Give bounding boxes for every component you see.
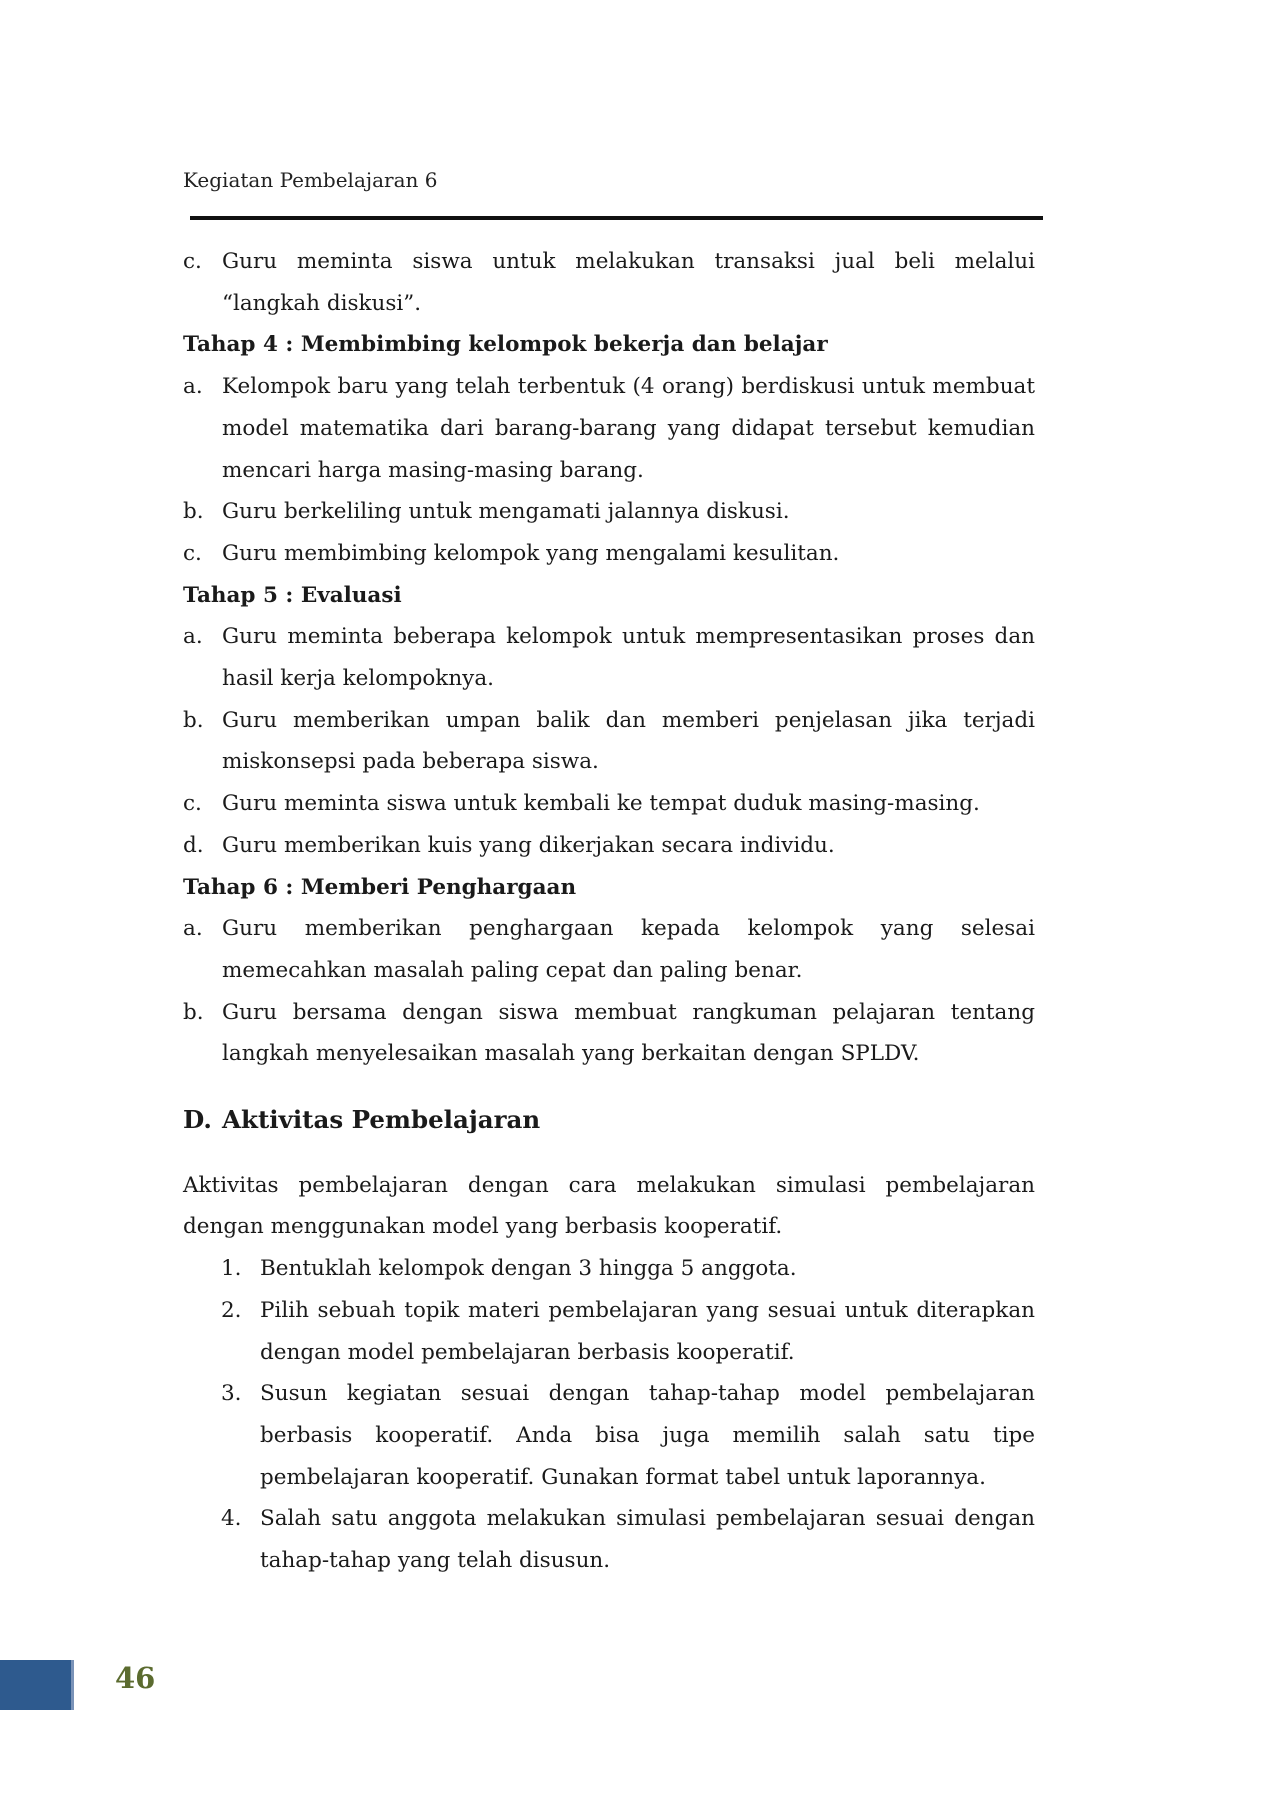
numbered-item-text: Bentuklah kelompok dengan 3 hingga 5 anggota. — [260, 1256, 797, 1282]
list-item-label: a. — [183, 374, 203, 400]
list-item-label: b. — [183, 999, 204, 1025]
list-item-text: Guru memberikan penghargaan kepada kelompok yang selesai memecahkan masalah paling cepat dan paling benar. — [222, 916, 1035, 983]
numbered-item — [183, 1290, 1035, 1373]
header-rule — [190, 216, 1043, 220]
list-item — [183, 241, 1035, 324]
list-item-text: Guru memberikan kuis yang dikerjakan secara individu. — [222, 832, 835, 858]
list-item — [183, 908, 1035, 991]
numbered-item — [183, 1248, 1035, 1290]
list-item — [183, 491, 1035, 533]
list-item-text: Guru membimbing kelompok yang mengalami kesulitan. — [222, 540, 840, 566]
list-item — [183, 616, 1035, 699]
numbered-item-label: 3. — [221, 1381, 242, 1407]
list-item-label: c. — [183, 249, 202, 274]
numbered-item-text: Susun kegiatan sesuai dengan tahap-tahap model pembelajaran berbasis kooperatif. Anda bisa juga memilih salah satu tipe pembelajaran kooperatif. Gunakan format tabel untuk laporannya. — [260, 1381, 1035, 1490]
list-item — [183, 825, 1035, 867]
list-item-label: b. — [183, 499, 204, 525]
stage-heading: Tahap 4 : Membimbing kelompok bekerja dan belajar — [183, 332, 828, 358]
list-item-label: a. — [183, 916, 203, 942]
list-item — [183, 700, 1035, 783]
section-heading — [183, 1099, 1035, 1141]
numbered-item — [183, 1373, 1035, 1498]
numbered-item-label: 4. — [221, 1506, 242, 1532]
numbered-item-text: Pilih sebuah topik materi pembelajaran yang sesuai untuk diterapkan dengan model pembelajaran berbasis kooperatif. — [260, 1297, 1035, 1365]
numbered-item — [183, 1498, 1035, 1581]
stage-heading: Tahap 5 : Evaluasi — [183, 582, 402, 608]
numbered-item-label: 2. — [221, 1297, 242, 1323]
list-item-text: Guru meminta siswa untuk melakukan transaksi jual beli melalui “langkah diskusi”. — [222, 249, 1035, 316]
list-item-text: Guru bersama dengan siswa membuat rangkuman pelajaran tentang langkah menyelesaikan masalah yang berkaitan dengan SPLDV. — [222, 999, 1035, 1067]
section-title: Aktivitas Pembelajaran — [222, 1105, 541, 1135]
stage-heading: Tahap 6 : Memberi Penghargaan — [183, 874, 577, 900]
numbered-item-label: 1. — [221, 1256, 242, 1282]
numbered-item-text: Salah satu anggota melakukan simulasi pembelajaran sesuai dengan tahap-tahap yang telah disusun. — [260, 1506, 1035, 1574]
footer-color-bar — [0, 1660, 74, 1710]
section-intro: Aktivitas pembelajaran dengan cara melakukan simulasi pembelajaran dengan menggunakan model yang berbasis kooperatif. — [183, 1172, 1035, 1240]
list-item — [183, 366, 1035, 491]
section-number: D. — [183, 1105, 212, 1135]
list-item-label: d. — [183, 832, 204, 858]
list-item — [183, 992, 1035, 1075]
page-content — [183, 241, 1035, 1582]
list-item — [183, 783, 1035, 825]
list-item-label: b. — [183, 707, 204, 733]
list-item-text: Guru meminta siswa untuk kembali ke tempat duduk masing-masing. — [222, 791, 980, 817]
list-item-text: Guru berkeliling untuk mengamati jalannya diskusi. — [222, 499, 790, 525]
running-header: Kegiatan Pembelajaran 6 — [183, 168, 438, 192]
list-item-text: Guru memberikan umpan balik dan memberi penjelasan jika terjadi miskonsepsi pada beberapa siswa. — [222, 707, 1035, 775]
list-item-label: c. — [183, 540, 202, 566]
list-item-label: a. — [183, 624, 203, 650]
list-item-text: Guru meminta beberapa kelompok untuk mempresentasikan proses dan hasil kerja kelompoknya. — [222, 624, 1035, 692]
list-item — [183, 533, 1035, 575]
list-item-text: Kelompok baru yang telah terbentuk (4 orang) berdiskusi untuk membuat model matematika dari barang-barang yang didapat tersebut kemudian mencari harga masing-masing barang. — [222, 374, 1035, 483]
list-item-label: c. — [183, 791, 202, 817]
page-number: 46 — [115, 1661, 156, 1695]
